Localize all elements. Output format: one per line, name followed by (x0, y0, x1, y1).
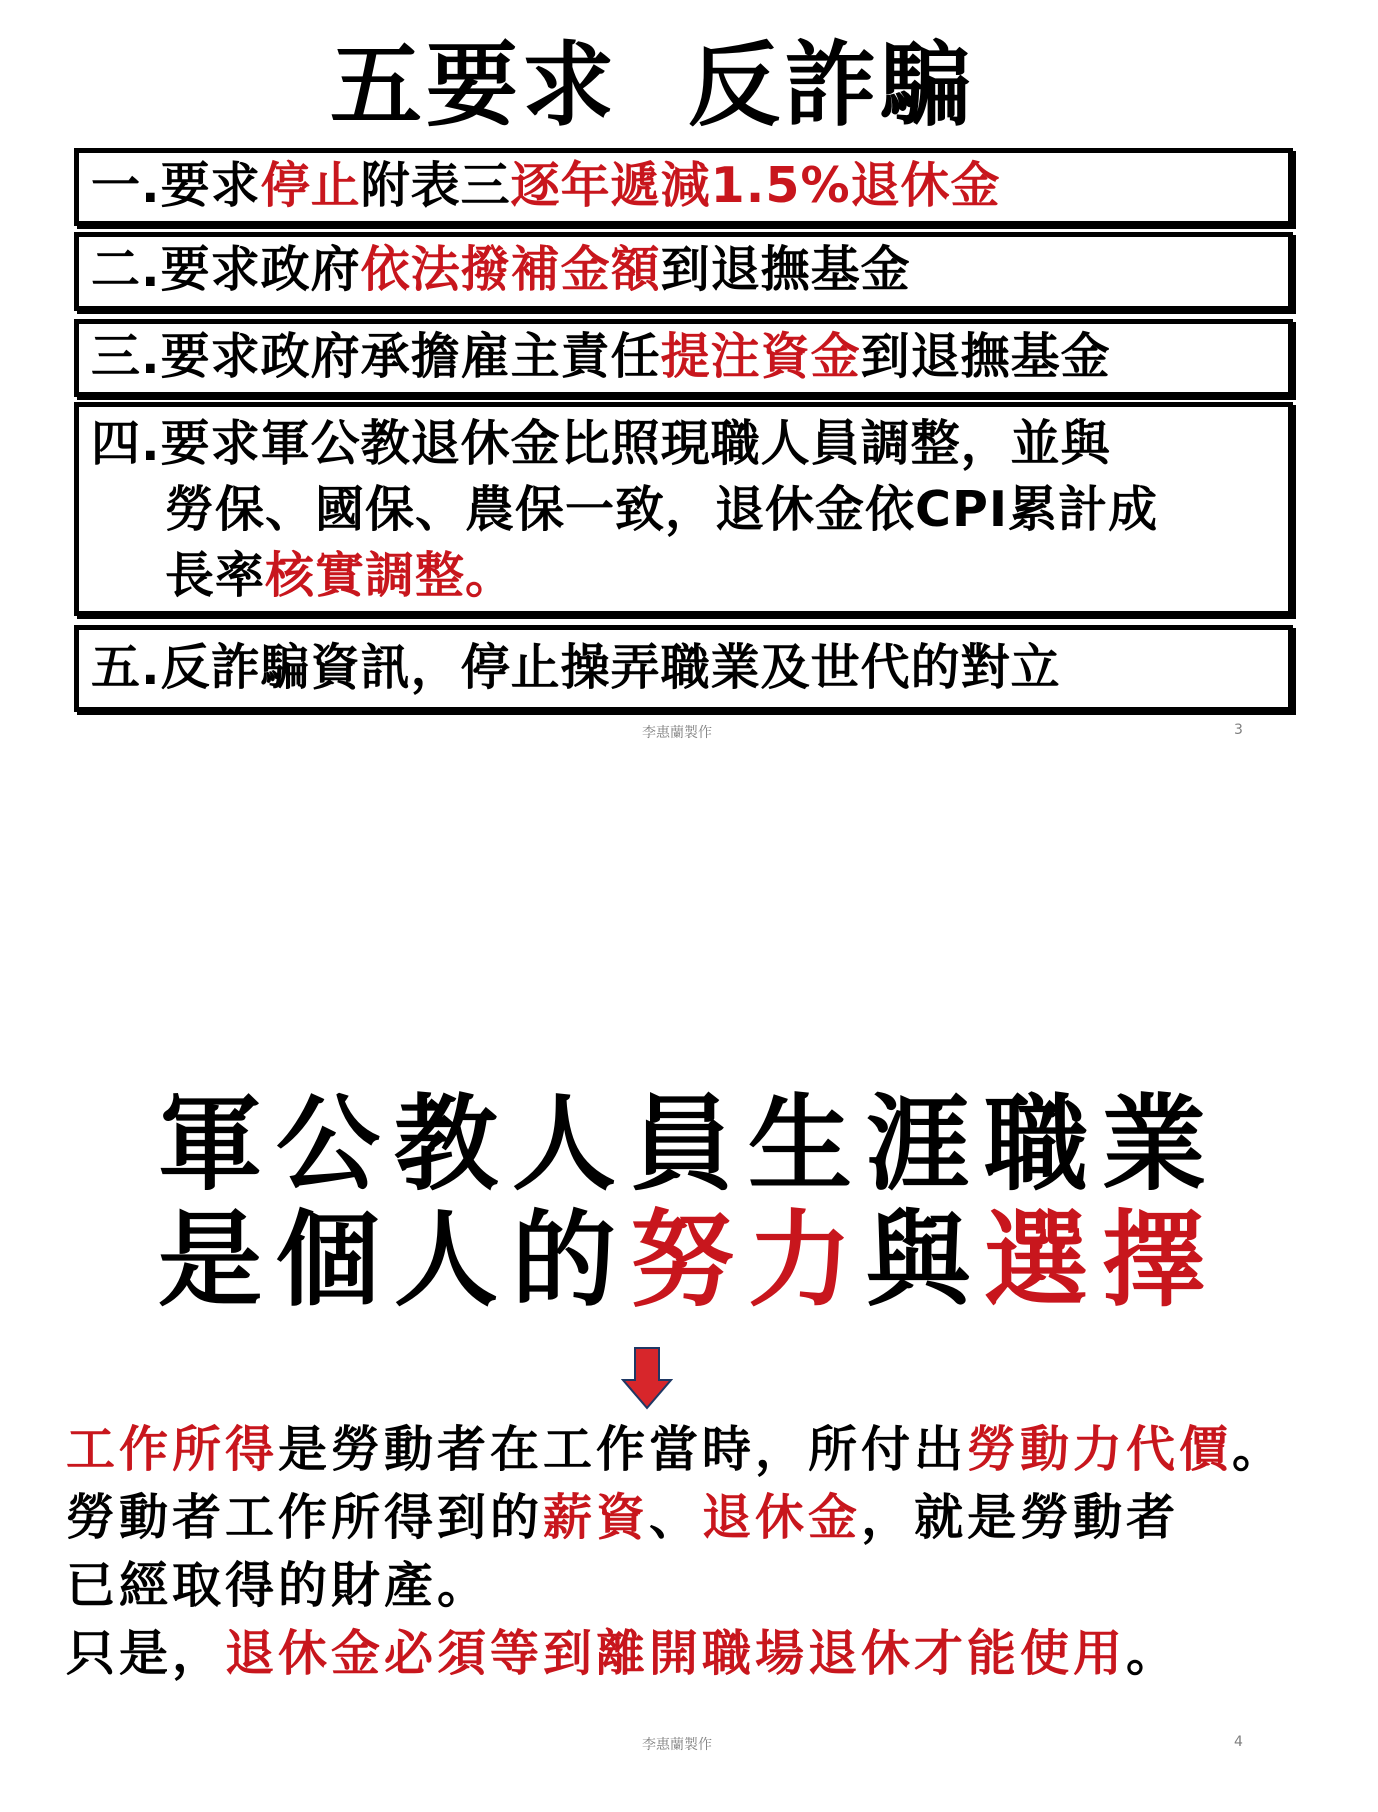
heading-2-highlight-1: 努力 (629, 1198, 866, 1321)
demand-4-line-3 (91, 543, 1288, 609)
para-1-text: 是勞動者在工作當時，所付出 (278, 1420, 968, 1478)
para-4-text-2: 。 (1126, 1624, 1180, 1682)
para-1-text-2: 。 (1232, 1420, 1286, 1478)
slide4-heading-line-1: 軍公教人員生涯職業 (157, 1082, 1220, 1205)
heading-2-text-2: 與 (866, 1198, 985, 1321)
title-part-1: 五要求 (330, 32, 619, 139)
demand-1-highlight-1: 停止 (260, 157, 361, 214)
demand-box-1 (74, 148, 1293, 226)
demand-4-line-3-text: 長率 (165, 547, 266, 604)
demand-3-highlight: 提注資金 (660, 328, 861, 385)
paragraph-line-4 (66, 1618, 1356, 1688)
demand-4-line-2: 勞保、國保、農保一致，退休金依CPI累計成 (165, 481, 1159, 538)
demand-3-text-2: 到退撫基金 (860, 328, 1111, 385)
demand-box-3 (74, 319, 1293, 397)
demand-1-text-2: 附表三 (360, 157, 511, 214)
slide3-title (330, 32, 977, 139)
slide4-heading-line-2 (0, 1198, 1378, 1322)
demand-1-text: 一.要求 (91, 157, 261, 214)
para-2-highlight-1: 薪資 (543, 1488, 650, 1546)
para-4-text: 只是， (66, 1624, 226, 1682)
para-2-text: 勞動者工作所得到的 (66, 1488, 544, 1546)
slide4-page-number: 4 (1234, 1734, 1243, 1750)
para-2-highlight-2: 退休金 (702, 1488, 862, 1546)
paragraph-line-3: 已經取得的財產。 (66, 1556, 491, 1614)
paragraph-line-2 (66, 1482, 1356, 1552)
heading-2-text: 是個人的 (157, 1198, 630, 1321)
slide3-page-number: 3 (1234, 722, 1243, 738)
demand-4-highlight: 核實調整。 (265, 547, 516, 604)
heading-2-highlight-2: 選擇 (984, 1198, 1221, 1321)
demand-2-text: 二.要求政府 (91, 241, 361, 298)
demand-5-text: 五.反詐騙資訊，停止操弄職業及世代的對立 (91, 639, 1061, 696)
para-1-highlight-1: 工作所得 (66, 1420, 279, 1478)
demand-box-2 (74, 232, 1293, 311)
para-4-highlight: 退休金必須等到離開職場退休才能使用 (225, 1624, 1127, 1682)
slide4-footer-author: 李惠蘭製作 (642, 1737, 712, 1753)
demand-box-4 (74, 402, 1293, 616)
slide3-footer-author: 李惠蘭製作 (642, 725, 712, 741)
demand-4-line-1: 四.要求軍公教退休金比照現職人員調整，並與 (91, 415, 1111, 472)
paragraph-line-1 (66, 1414, 1356, 1484)
demand-2-text-2: 到退撫基金 (660, 241, 911, 298)
para-2-text-2: 、 (649, 1488, 703, 1546)
demand-3-text: 三.要求政府承擔雇主責任 (91, 328, 661, 385)
demand-2-highlight: 依法撥補金額 (360, 241, 661, 298)
demand-1-highlight-2: 逐年遞減1.5%退休金 (510, 157, 1001, 214)
para-1-highlight-2: 勞動力代價 (967, 1420, 1233, 1478)
demand-box-5 (74, 625, 1293, 712)
para-2-text-3: ，就是勞動者 (861, 1488, 1180, 1546)
title-part-2: 反詐騙 (688, 32, 977, 139)
down-arrow-icon (621, 1346, 673, 1410)
